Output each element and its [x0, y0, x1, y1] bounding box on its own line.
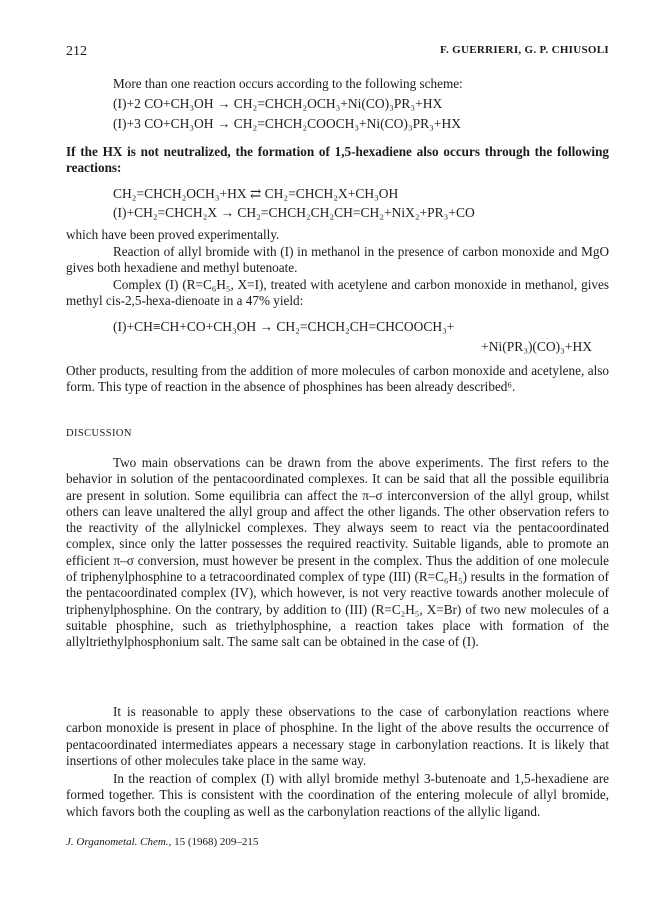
- discussion-paragraph-2: It is reasonable to apply these observations to the case of carbonylation reactions where carbon monoxide is present in place of phosphine. In the light of the above results the occurrence of pentacoordinated intermediates appears a necessary stage in carbonylation reactions. It is likely that insertions of other molecules take place in the same way.: [66, 704, 609, 768]
- equation-4: (I)+CH₂=CHCH₂X → CH₂=CHCH₂CH₂CH=CH₂+NiX₂+PR₃+CO: [113, 205, 475, 220]
- journal-name: J. Organometal. Chem.,: [66, 836, 172, 848]
- paragraph-complex: Complex (I) (R=C₆H₅, X=I), treated with acetylene and carbon monoxide in methanol, gives methyl cis-2,5-hexa-dienoate in a 47% yield:: [66, 277, 609, 309]
- equation-1: (I)+2 CO+CH₃OH → CH₂=CHCH₂OCH₃+Ni(CO)₃PR₃+HX: [113, 96, 443, 111]
- running-head: F. GUERRIERI, G. P. CHIUSOLI: [440, 44, 609, 56]
- discussion-paragraph-1: Two main observations can be drawn from the above experiments. The first refers to the behavior in solution of the pentacoordinated complexes. It can be said that all the possible equilibria are present in solution. Some equilibria can affect the π–σ interconversion of the allyl group, whilst others can leave unaltered the allyl group and affect the other ligands. The other observation refers to the reactivity of the allylnickel complexes. They always seem to react via the pentacoordinated complex, since only the latter possesses the required reactivity. Suitable ligands, able to promote an efficient π–σ conversion, must however be present in the complex. Thus the addition of one molecule of triphenylphosphine to a tetracoordinated complex of type (III) (R=C₆H₅) results in the formation of the pentacoordinated complex (IV), which however, is not very reactive towards another molecule of triphenylphosphine. On the contrary, by addition to (III) (R=C₂H₅, X=Br) of two new molecules of a suitable phosphine, such as triethylphosphine, a reaction takes place with formation of the allyltriethylphosphonium salt. The same salt can be obtained in the case of (I).: [66, 455, 609, 650]
- page-header: [66, 44, 609, 64]
- equation-5-continued: +Ni(PR₃)(CO)₃+HX: [481, 339, 592, 354]
- equation-2: (I)+3 CO+CH₃OH → CH₂=CHCH₂COOCH₃+Ni(CO)₃PR₃+HX: [113, 116, 461, 131]
- discussion-paragraph-3: In the reaction of complex (I) with allyl bromide methyl 3-butenoate and 1,5-hexadiene are formed together. This is consistent with the coordination of the entering molecule of allyl bromide, which favors both the coupling as well as the carbonylation reactions of the allylic ligand.: [66, 771, 609, 819]
- equation-5: (I)+CH≡CH+CO+CH₃OH → CH₂=CHCH₂CH=CHCOOCH₃+: [113, 319, 455, 334]
- paragraph-proved: which have been proved experimentally.: [66, 227, 280, 242]
- paragraph-other-products: Other products, resulting from the addition of more molecules of carbon monoxide and acetylene, also form. This type of reaction in the absence of phosphines has been already described⁶.: [66, 363, 609, 395]
- page-number: 212: [66, 44, 87, 59]
- section-heading: DISCUSSION: [66, 428, 132, 439]
- paragraph-allyl-bromide: Reaction of allyl bromide with (I) in methanol in the presence of carbon monoxide and MgO gives both hexadiene and methyl butenoate.: [66, 244, 609, 276]
- equation-3: CH₂=CHCH₂OCH₃+HX ⇄ CH₂=CHCH₂X+CH₃OH: [113, 186, 399, 201]
- paragraph-hx: If the HX is not neutralized, the formation of 1,5-hexadiene also occurs through the following reactions:: [66, 144, 609, 176]
- scheme-intro: More than one reaction occurs according to the following scheme:: [113, 76, 463, 91]
- journal-volume: 15 (1968) 209–215: [174, 836, 259, 848]
- journal-citation: [66, 836, 258, 848]
